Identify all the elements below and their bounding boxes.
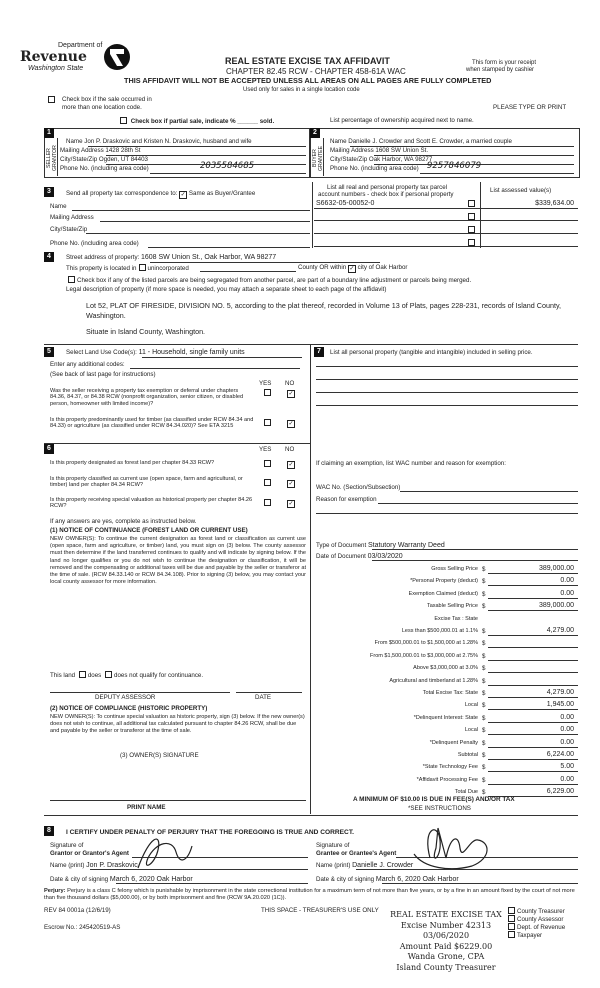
calc-row-underline [488,709,578,710]
calc-row-value[interactable]: 1,945.00 [546,701,574,709]
calc-row-label: *State Technology Fee [422,764,478,771]
notice-compliance-body: NEW OWNER(S): To continue special valuation as historic property, sign (3) below. If the new owner(s) does not wish to continue, all additional tax calculated pursuant to chapter 84.26 RCW, shall be due and payable by the seller or transferor at the time of sale. [50,714,305,735]
multi-location-label-2: more than one location code. [62,104,142,111]
calc-row-underline [488,610,578,611]
section-3-number: 3 [44,187,54,197]
legal-description[interactable]: Lot 52, PLAT OF FIRESIDE, DIVISION NO. 5, according to the plat thereof, recorded in Volume 13 of Plats, pages 228-231, records of Island County, Washington. [86,301,562,320]
buyer-city: City/State/Zip Oak Harbor, WA 98277 [330,156,433,163]
calc-row-label: *Affidavit Processing Fee [416,776,478,783]
grantor-name-value[interactable]: Jon P. Draskovic [86,862,138,869]
receipt-note-1: This form is your receipt [472,60,537,66]
grantor-signature[interactable] [130,830,200,880]
grantee-name-value[interactable]: Danielle J. Crowder [352,862,414,869]
notice-continuance-title: (1) NOTICE OF CONTINUANCE (FOREST LAND OR CURRENT USE) [50,527,248,534]
s6-no-header: NO [285,446,295,453]
buyer-address-value[interactable]: 1608 SW Union St. [375,147,429,154]
s6-question-2: Is this property classified as current use (open space, farm and agricultural, or timber) land per chapter 84.34 RCW? [50,476,243,489]
parcel-personal-checkbox-3[interactable] [468,226,475,233]
treasurer-stamp [390,910,502,973]
certify-statement: I CERTIFY UNDER PENALTY OF PERJURY THAT THE FOREGOING IS TRUE AND CORRECT. [66,829,354,836]
calc-row-value[interactable]: 389,000.00 [538,602,574,610]
calc-row-underline [488,685,578,686]
grantor-date: Date & city of signing March 6, 2020 Oak Harbor [50,876,193,883]
single-location-note: Used only for sales in a single location code [243,87,360,93]
calc-row-underline [488,635,578,636]
seller-address: Mailing Address 1428 28th St [60,147,141,154]
parcel-list-header-1: List all real and personal property tax parcel [327,184,448,191]
calc-row-currency: $ [482,640,486,648]
s6-question-3: Is this property receiving special valuation as historical property per chapter 84.26 RCW? [50,497,253,510]
s6-q1-no[interactable]: ✓ [288,462,294,468]
document-date-value[interactable]: 03/03/2020 [367,553,403,560]
s6-q3-no[interactable]: ✓ [288,501,294,507]
calc-row-underline [488,722,578,723]
grantor-sig-label-2: Grantor or Grantor's Agent [50,850,129,857]
calc-row-label: Exemption Claimed (deduct) [408,590,478,597]
situate: Situate in Island County, Washington. [86,327,206,336]
calc-row-label: *Personal Property (deduct) [410,578,478,585]
calc-row-value[interactable]: 0.00 [560,577,574,585]
dor-logo [20,40,130,74]
calc-row-underline [488,573,578,574]
unincorporated-checkbox[interactable] [139,264,146,271]
type-or-print: PLEASE TYPE OR PRINT [493,104,567,111]
calc-row-underline [488,759,578,760]
treasurer-use-only: THIS SPACE - TREASURER'S USE ONLY [261,907,379,914]
send-correspondence: Send all property tax correspondence to: ✓ Same as Buyer/Grantee [66,190,256,198]
calc-row-value[interactable]: 6,224.00 [546,751,574,758]
receipt-note-2: when stamped by cashier [466,67,535,73]
reason-label: Reason for exemption [316,496,377,503]
partial-sale: Check box if partial sale, indicate % ______ sold. [118,117,274,125]
calc-row-value[interactable]: 0.00 [560,738,574,746]
seller-city-value[interactable]: Ogden, UT 84403 [98,156,148,163]
calc-row-currency: $ [482,764,486,772]
form-title: REAL ESTATE EXCISE TAX AFFIDAVIT [225,56,390,66]
s6-q2-yes[interactable] [264,479,271,486]
s6-q3-yes[interactable] [264,499,271,506]
calc-row-value[interactable]: 0.00 [560,713,574,721]
perjury-note: Perjury: Perjury is a class C felony which is punishable by imprisonment in the state correctional institution for a maximum term of not more than five years, or by a fine in an amount fixed by the court of not more than five thousand dollars ($5,000.00), or by both imprisonment and fine (RCW 9A.20.020 (1C)). [44,888,575,902]
stamp-line-6: Island County Treasurer [396,962,496,972]
if-any-yes: If any answers are yes, complete as instructed below. [50,518,197,525]
additional-codes-label: Enter any additional codes: [50,361,125,368]
seller-phone-value[interactable]: 2035584685 [200,161,255,171]
stamp-line-1: REAL ESTATE EXCISE TAX [390,910,502,919]
calc-row-underline [488,647,578,648]
buyer-side-label: BUYER GRANTEE [312,145,324,171]
see-instructions: *SEE INSTRUCTIONS [408,805,471,812]
wac-label: WAC No. (Section/Subsection) [316,484,401,491]
s3-city-label: City/State/Zip [50,226,88,233]
grantee-date-value[interactable]: March 6, 2020 Oak Harbor [375,876,459,883]
calc-row-label: From $1,500,000.01 to $3,000,000 at 2.75% [370,652,478,659]
buyer-city-value[interactable]: Oak Harbor, WA 98277 [368,156,433,163]
s6-question-1: Is this property designated as forest land per chapter 84.33 RCW? [50,460,215,466]
s6-q1-yes[interactable] [264,460,271,467]
multi-location-label-1: Check box if the sale occurred in [62,96,152,103]
calc-row-value[interactable]: 5.00 [560,763,574,771]
buyer-phone-value[interactable]: 9257846079 [427,161,482,171]
calc-row-currency: $ [482,665,486,673]
personal-property-label: List all personal property (tangible and intangible) included in selling price. [330,349,533,356]
document-type: Type of Document Statutory Warranty Deed [316,542,445,549]
document-type-value[interactable]: Statutory Warranty Deed [367,542,445,549]
calc-row-value[interactable]: 0.00 [560,726,574,734]
within-city-checkbox[interactable]: ✓ [349,266,355,272]
copy-county-treasurer: County Treasurer [506,907,565,915]
calc-row-value[interactable]: 4,279.00 [546,627,574,634]
calc-row-underline [488,660,578,661]
grantee-name: Name (print) Danielle J. Crowder [316,862,414,869]
section-7-number: 7 [314,347,324,357]
seller-city: City/State/Zip Ogden, UT 84403 [60,156,148,163]
s5-question-2: Is this property predominantly used for timber (as classified under RCW 84.34 and 84.33) or agriculture (as classified under RCW 84.34.020)? See ETA 3215 [50,417,254,430]
calc-row-underline [488,784,578,785]
s6-yes-header: YES [259,446,272,453]
calc-row-label: *Delinquent Penalty [429,739,478,746]
grantee-signature[interactable] [400,818,500,876]
section-1-number: 1 [44,128,54,138]
buyer-name: Name Danielle J. Crowder and Scott E. Crowder, a married couple [330,138,512,145]
s6-q2-no[interactable]: ✓ [288,481,294,487]
form-warning: THIS AFFIDAVIT WILL NOT BE ACCEPTED UNLESS ALL AREAS ON ALL PAGES ARE FULLY COMPLETED [124,76,492,85]
owner-signature-label: (3) OWNER(S) SIGNATURE [120,752,199,759]
calc-row-value[interactable]: 4,279.00 [546,689,574,696]
form-subtitle: CHAPTER 82.45 RCW - CHAPTER 458-61A WAC [226,67,406,76]
calc-row-label: Excise Tax : State [434,615,478,622]
legal-description-label: Legal description of property (if more space is needed, you may attach a separate sheet to each page of the affidavit) [66,286,387,293]
calc-row-currency: $ [482,628,486,635]
located-in: This property is located in unincorporated [66,265,189,272]
parcel-personal-checkbox-2[interactable] [468,213,475,220]
parcel-number[interactable]: S6632-05-00052-0 [316,200,375,207]
grantor-sig-label-1: Signature of [50,842,84,849]
street-address: Street address of property: 1608 SW Union St., Oak Harbor, WA 98277 [66,254,277,261]
s5-q1-no[interactable]: ✓ [288,391,294,397]
calc-row-label: Local [464,727,478,734]
section-2-number: 2 [310,128,320,138]
buyer-address: Mailing Address 1608 SW Union St. [330,147,429,154]
calc-row-currency: $ [482,702,486,710]
see-back-note: (See back of last page for instructions) [50,371,156,378]
street-address-value[interactable]: 1608 SW Union St., Oak Harbor, WA 98277 [141,254,277,261]
calc-row-currency: $ [482,603,486,611]
logo-dept: Department of [58,42,103,49]
copy-county-assessor: County Assessor [506,915,563,923]
seller-side-label: SELLER GRANTOR [46,145,58,171]
section-8-number: 8 [44,826,54,836]
logo-revenue: Revenue [20,49,87,65]
exemption-claim-label: If claiming an exemption, list WAC number and reason for exemption: [316,460,506,467]
s5-q1-yes[interactable] [264,389,271,396]
print-name-label: PRINT NAME [127,804,166,811]
seller-address-value[interactable]: 1428 28th St [105,147,141,154]
grantor-date-value[interactable]: March 6, 2020 Oak Harbor [109,876,193,883]
document-date: Date of Document 03/03/2020 [316,553,403,560]
logo-state: Washington State [28,65,84,72]
calc-row-currency: $ [482,752,486,759]
assessed-value[interactable]: $339,634.00 [535,200,574,207]
calc-row-value[interactable]: 389,000.00 [538,565,574,572]
calc-row-label: Total Excise Tax: State [422,690,478,696]
deputy-assessor-label: DEPUTY ASSESSOR [95,694,156,701]
minimum-due: A MINIMUM OF $10.00 IS DUE IN FEE(S) AND/OR TAX [353,796,515,803]
calc-row-value[interactable]: 6,229.00 [546,788,574,796]
calc-row-label: Above $3,000,000 at 3.0% [413,665,478,672]
calc-row-currency: $ [482,727,486,735]
land-use-code[interactable]: 11 - Household, single family units [138,349,245,356]
partial-sale-checkbox[interactable] [120,117,127,124]
calc-row-currency: $ [482,677,486,685]
stamp-line-4: Amount Paid $6229.00 [399,941,493,951]
calc-row-underline [488,585,578,586]
land-use: Select Land Use Code(s): 11 - Household, single family units [66,349,245,356]
notice-continuance-body: NEW OWNER(S): To continue the current designation as forest land or classification as current use (open space, farm and agriculture, or timber) land, you must sign on (3) below. The county assessor must then determine if the land transferred continues to qualify and will indicate by signing below. If the land no longer qualifies or you do not wish to continue the designation or classification, it will be removed and the compensating or additional taxes will be due and payable by the seller or transferor at the time of sale. (RCW 84.33.140 or RCW 84.34.108). Prior to signing (3) below, you may contact your local county assessor for more information. [50,536,306,586]
s5-yes-header: YES [259,380,272,387]
calc-row-currency: $ [482,652,486,660]
calc-row-underline [488,734,578,735]
parcel-personal-checkbox-4[interactable] [468,239,475,246]
segregated-note: Check box if any of the listed parcels are being segregated from another parcel, are part of a boundary line adjustment or parcels being merged. [66,276,471,284]
seller-name: Name Jon P. Draskovic and Kristen N. Draskovic, husband and wife [66,138,252,145]
calc-row-label: From $500,000.01 to $1,500,000 at 1.28% [374,640,478,647]
s3-address-label: Mailing Address [50,214,94,221]
county-within: County OR within ✓ city of Oak Harbor [298,264,408,272]
calc-row-currency: $ [482,590,486,598]
calc-row-label: Gross Selling Price [431,566,478,572]
calc-row-currency: $ [482,690,486,697]
calc-row-currency: $ [482,776,486,784]
section-4-number: 4 [44,252,54,262]
calc-row-underline [488,697,578,698]
calc-row-currency: $ [482,714,486,722]
calc-row-label: *Delinquent Interest: State [413,714,478,721]
calc-row-underline [488,747,578,748]
ownership-pct-note: List percentage of ownership acquired next to name. [330,117,474,124]
calc-row-currency: $ [482,739,486,747]
calc-row-underline [488,672,578,673]
calc-row-label: Local [464,702,478,709]
copy-dept-revenue: Dept. of Revenue [506,923,565,931]
notice-compliance-title: (2) NOTICE OF COMPLIANCE (HISTORIC PROPERTY) [50,705,208,712]
section-5-number: 5 [44,347,54,357]
calc-row-label: Less than $500,000.01 at 1.1% [401,628,478,634]
segregated-checkbox[interactable] [68,276,75,283]
calc-row-currency: $ [482,578,486,586]
grantor-name: Name (print) Jon P. Draskovic [50,862,138,869]
grantee-sig-label-2: Grantee or Grantee's Agent [316,850,397,857]
qualify-line: This land does does not qualify for continuance. [50,672,204,679]
calc-row-label: Agricultural and timberland at 1.28% [389,677,478,684]
buyer-phone-label: Phone No. (including area code) [330,165,419,172]
calc-row-value[interactable]: 0.00 [560,775,574,783]
s3-name-label: Name [50,203,67,210]
multi-location-checkbox[interactable] [48,96,55,103]
assessed-header: List assessed value(s) [490,187,552,194]
calc-row-label: Total Due [454,789,478,796]
calc-row-underline [488,771,578,772]
rev-number: REV 84 0001a (12/6/19) [44,907,111,914]
seller-phone-label: Phone No. (including area code) [60,165,149,172]
calc-row-currency: $ [482,789,486,797]
does-qualify-checkbox[interactable] [79,671,86,678]
escrow-number: Escrow No.: 245420519-AS [44,924,121,931]
copy-taxpayer: Taxpayer [506,931,542,939]
parcel-list-header-2: account numbers - check box if personal property [318,191,454,198]
s3-phone-label: Phone No. (including area code) [50,240,139,247]
calc-row-label: Taxable Selling Price [426,603,478,610]
same-as-buyer-checkbox[interactable]: ✓ [180,192,186,198]
section-6-number: 6 [44,444,54,454]
s5-no-header: NO [285,380,295,387]
grantee-sig-label-1: Signature of [316,842,350,849]
does-not-qualify-checkbox[interactable] [105,671,112,678]
stamp-line-5: Wanda Grone, CPA [407,952,485,961]
stamp-line-2: Excise Number 42313 [400,920,492,930]
deputy-date-label: DATE [255,694,272,701]
calc-row-underline [488,598,578,599]
stamp-line-3: 03/06/2020 [422,931,470,940]
calc-row-label: Subtotal [457,752,478,758]
s5-question-1: Was the seller receiving a property tax exemption or deferral under chapters 84.36, 84.37, or 84.38 RCW (nonprofit organization, senior citizen, or disabled person, homeowner with limited income)? [50,388,244,407]
buyer-name-value[interactable]: Danielle J. Crowder and Scott E. Crowder, a married couple [348,138,512,145]
parcel-personal-checkbox-1[interactable] [468,200,475,207]
s5-q2-yes[interactable] [264,419,271,426]
seller-name-value[interactable]: Jon P. Draskovic and Kristen N. Draskovic, husband and wife [84,138,252,145]
s5-q2-no[interactable]: ✓ [288,421,294,427]
grantee-date: Date & city of signing March 6, 2020 Oak Harbor [316,876,459,883]
calc-row-value[interactable]: 0.00 [560,589,574,597]
calc-row-currency: $ [482,566,486,573]
